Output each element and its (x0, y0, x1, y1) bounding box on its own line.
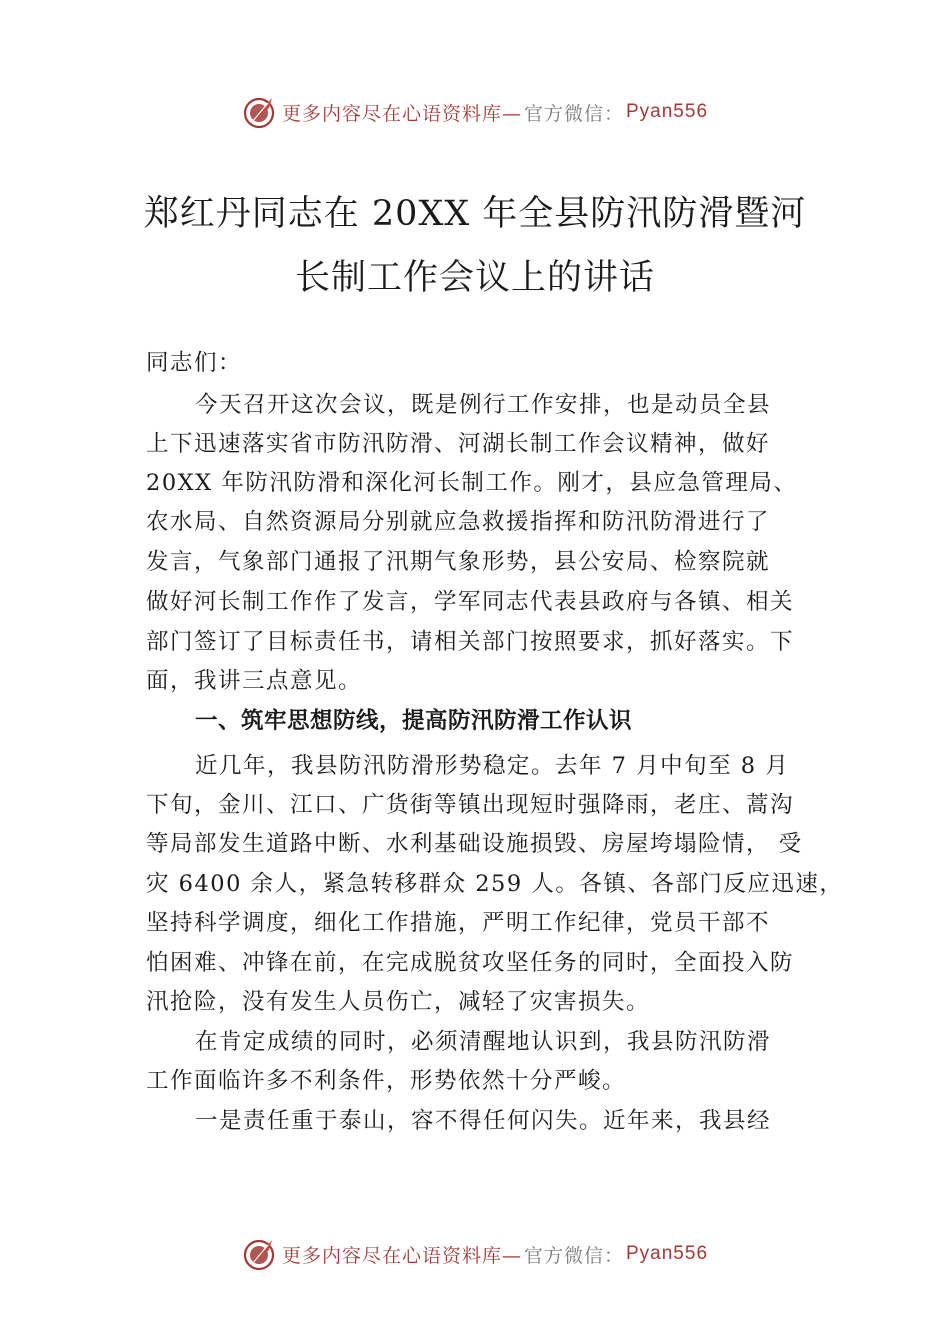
paragraph-line: 上下迅速落实省市防汛防滑、河湖长制工作会议精神，做好 (146, 431, 771, 457)
banner-text: 更多内容尽在心语资料库— (281, 102, 522, 125)
paragraph-line: 汛抢险，没有发生人员伤亡，减轻了灾害损失。 (146, 989, 651, 1015)
paragraph-line: 坚持科学调度，细化工作措施，严明工作纪律，党员干部不 (146, 910, 771, 936)
banner-wechat-id: Pyan556 (626, 1243, 709, 1264)
paragraph-line: 在肯定成绩的同时，必须清醒地认识到，我县防汛防滑 (195, 1029, 772, 1055)
paragraph-line: 面，我讲三点意见。 (146, 668, 363, 694)
footer-watermark-banner (0, 1236, 950, 1272)
paragraph-line: 部门签订了目标责任书，请相关部门按照要求，抓好落实。下 (146, 629, 795, 655)
banner-text: 更多内容尽在心语资料库— (281, 1244, 522, 1267)
salutation: 同志们： (146, 350, 243, 376)
document-title-line-2: 长制工作会议上的讲话 (294, 258, 655, 298)
quill-logo-icon (242, 1236, 278, 1272)
paragraph-line: 下旬，金川、江口、广货街等镇出现短时强降雨，老庄、蒿沟 (146, 792, 795, 818)
paragraph-line: 20XX 年防汛防滑和深化河长制工作。刚才，县应急管理局、 (146, 470, 798, 496)
paragraph-line: 农水局、自然资源局分别就应急救援指挥和防汛防滑进行了 (146, 509, 771, 535)
paragraph-line: 等局部发生道路中断、水利基础设施损毁、房屋垮塌险情， 受 (146, 831, 803, 857)
banner-wechat-label: 官方微信： (523, 1244, 624, 1267)
paragraph-line: 怕困难、冲锋在前，在完成脱贫攻坚任务的同时，全面投入防 (146, 950, 795, 976)
header-watermark-banner (0, 94, 950, 130)
paragraph-line: 今天召开这次会议，既是例行工作安排，也是动员全县 (195, 392, 772, 418)
paragraph-line: 一是责任重于泰山，容不得任何闪失。近年来，我县经 (195, 1108, 772, 1134)
paragraph-line: 做好河长制工作作了发言，学军同志代表县政府与各镇、相关 (146, 589, 795, 615)
paragraph-line: 发言，气象部门通报了汛期气象形势，县公安局、检察院就 (146, 549, 771, 575)
banner-wechat-id: Pyan556 (626, 101, 709, 122)
banner-wechat-label: 官方微信： (523, 102, 624, 125)
quill-logo-icon (242, 94, 278, 130)
paragraph-line: 工作面临许多不利条件，形势依然十分严峻。 (146, 1068, 627, 1094)
document-title-line-1: 郑红丹同志在 20XX 年全县防汛防滑暨河 (143, 194, 807, 234)
paragraph-line: 近几年，我县防汛防滑形势稳定。去年 7 月中旬至 8 月 (195, 753, 790, 779)
paragraph-line: 灾 6400 余人，紧急转移群众 259 人。各镇、各部门反应迅速， (146, 871, 844, 897)
section-heading: 一、筑牢思想防线，提高防汛防滑工作认识 (195, 708, 633, 734)
